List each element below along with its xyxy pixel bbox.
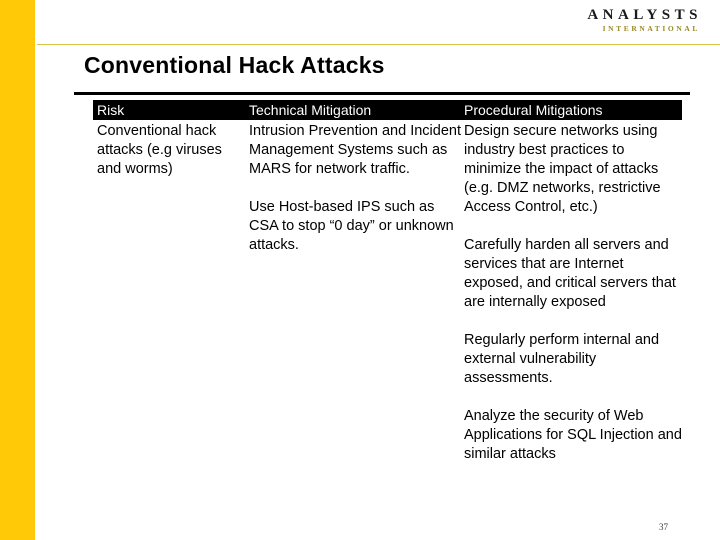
yellow-accent-bar (0, 0, 35, 540)
table-top-rule (74, 92, 690, 95)
cell-technical-mitigation (249, 122, 464, 464)
brand-logo-primary: ANALYSTS (587, 7, 702, 23)
cell-risk (93, 122, 249, 464)
brand-logo (587, 8, 702, 33)
page-number: 37 (659, 522, 668, 532)
mitigation-table (93, 100, 682, 464)
cell-procedural-mitigations (464, 122, 682, 464)
page-title: Conventional Hack Attacks (84, 52, 385, 78)
table-row (93, 120, 682, 464)
header-divider (37, 44, 720, 45)
column-header-technical-mitigation: Technical Mitigation (249, 102, 372, 118)
table-header-row (93, 100, 682, 120)
technical-paragraph-1: Intrusion Prevention and Incident Management Systems such as MARS for network traffic. (249, 123, 461, 177)
column-header-procedural-mitigations: Procedural Mitigations (464, 102, 603, 118)
technical-paragraph-2: Use Host-based IPS such as CSA to stop “0 day” or unknown attacks. (249, 199, 454, 253)
brand-logo-secondary: INTERNATIONAL (602, 24, 700, 33)
procedural-paragraph-3: Regularly perform internal and external vulnerability assessments. (464, 332, 660, 386)
column-header-risk: Risk (97, 102, 125, 118)
risk-paragraph: Conventional hack attacks (e.g viruses and worms) (97, 123, 222, 177)
procedural-paragraph-2: Carefully harden all servers and services that are Internet exposed, and critical servers that are internally exposed (464, 237, 676, 310)
procedural-paragraph-1: Design secure networks using industry best practices to minimize the impact of attacks (e.g. DMZ networks, restrictive Access Control, etc.) (464, 123, 661, 215)
procedural-paragraph-4: Analyze the security of Web Applications for SQL Injection and similar attacks (464, 408, 682, 462)
